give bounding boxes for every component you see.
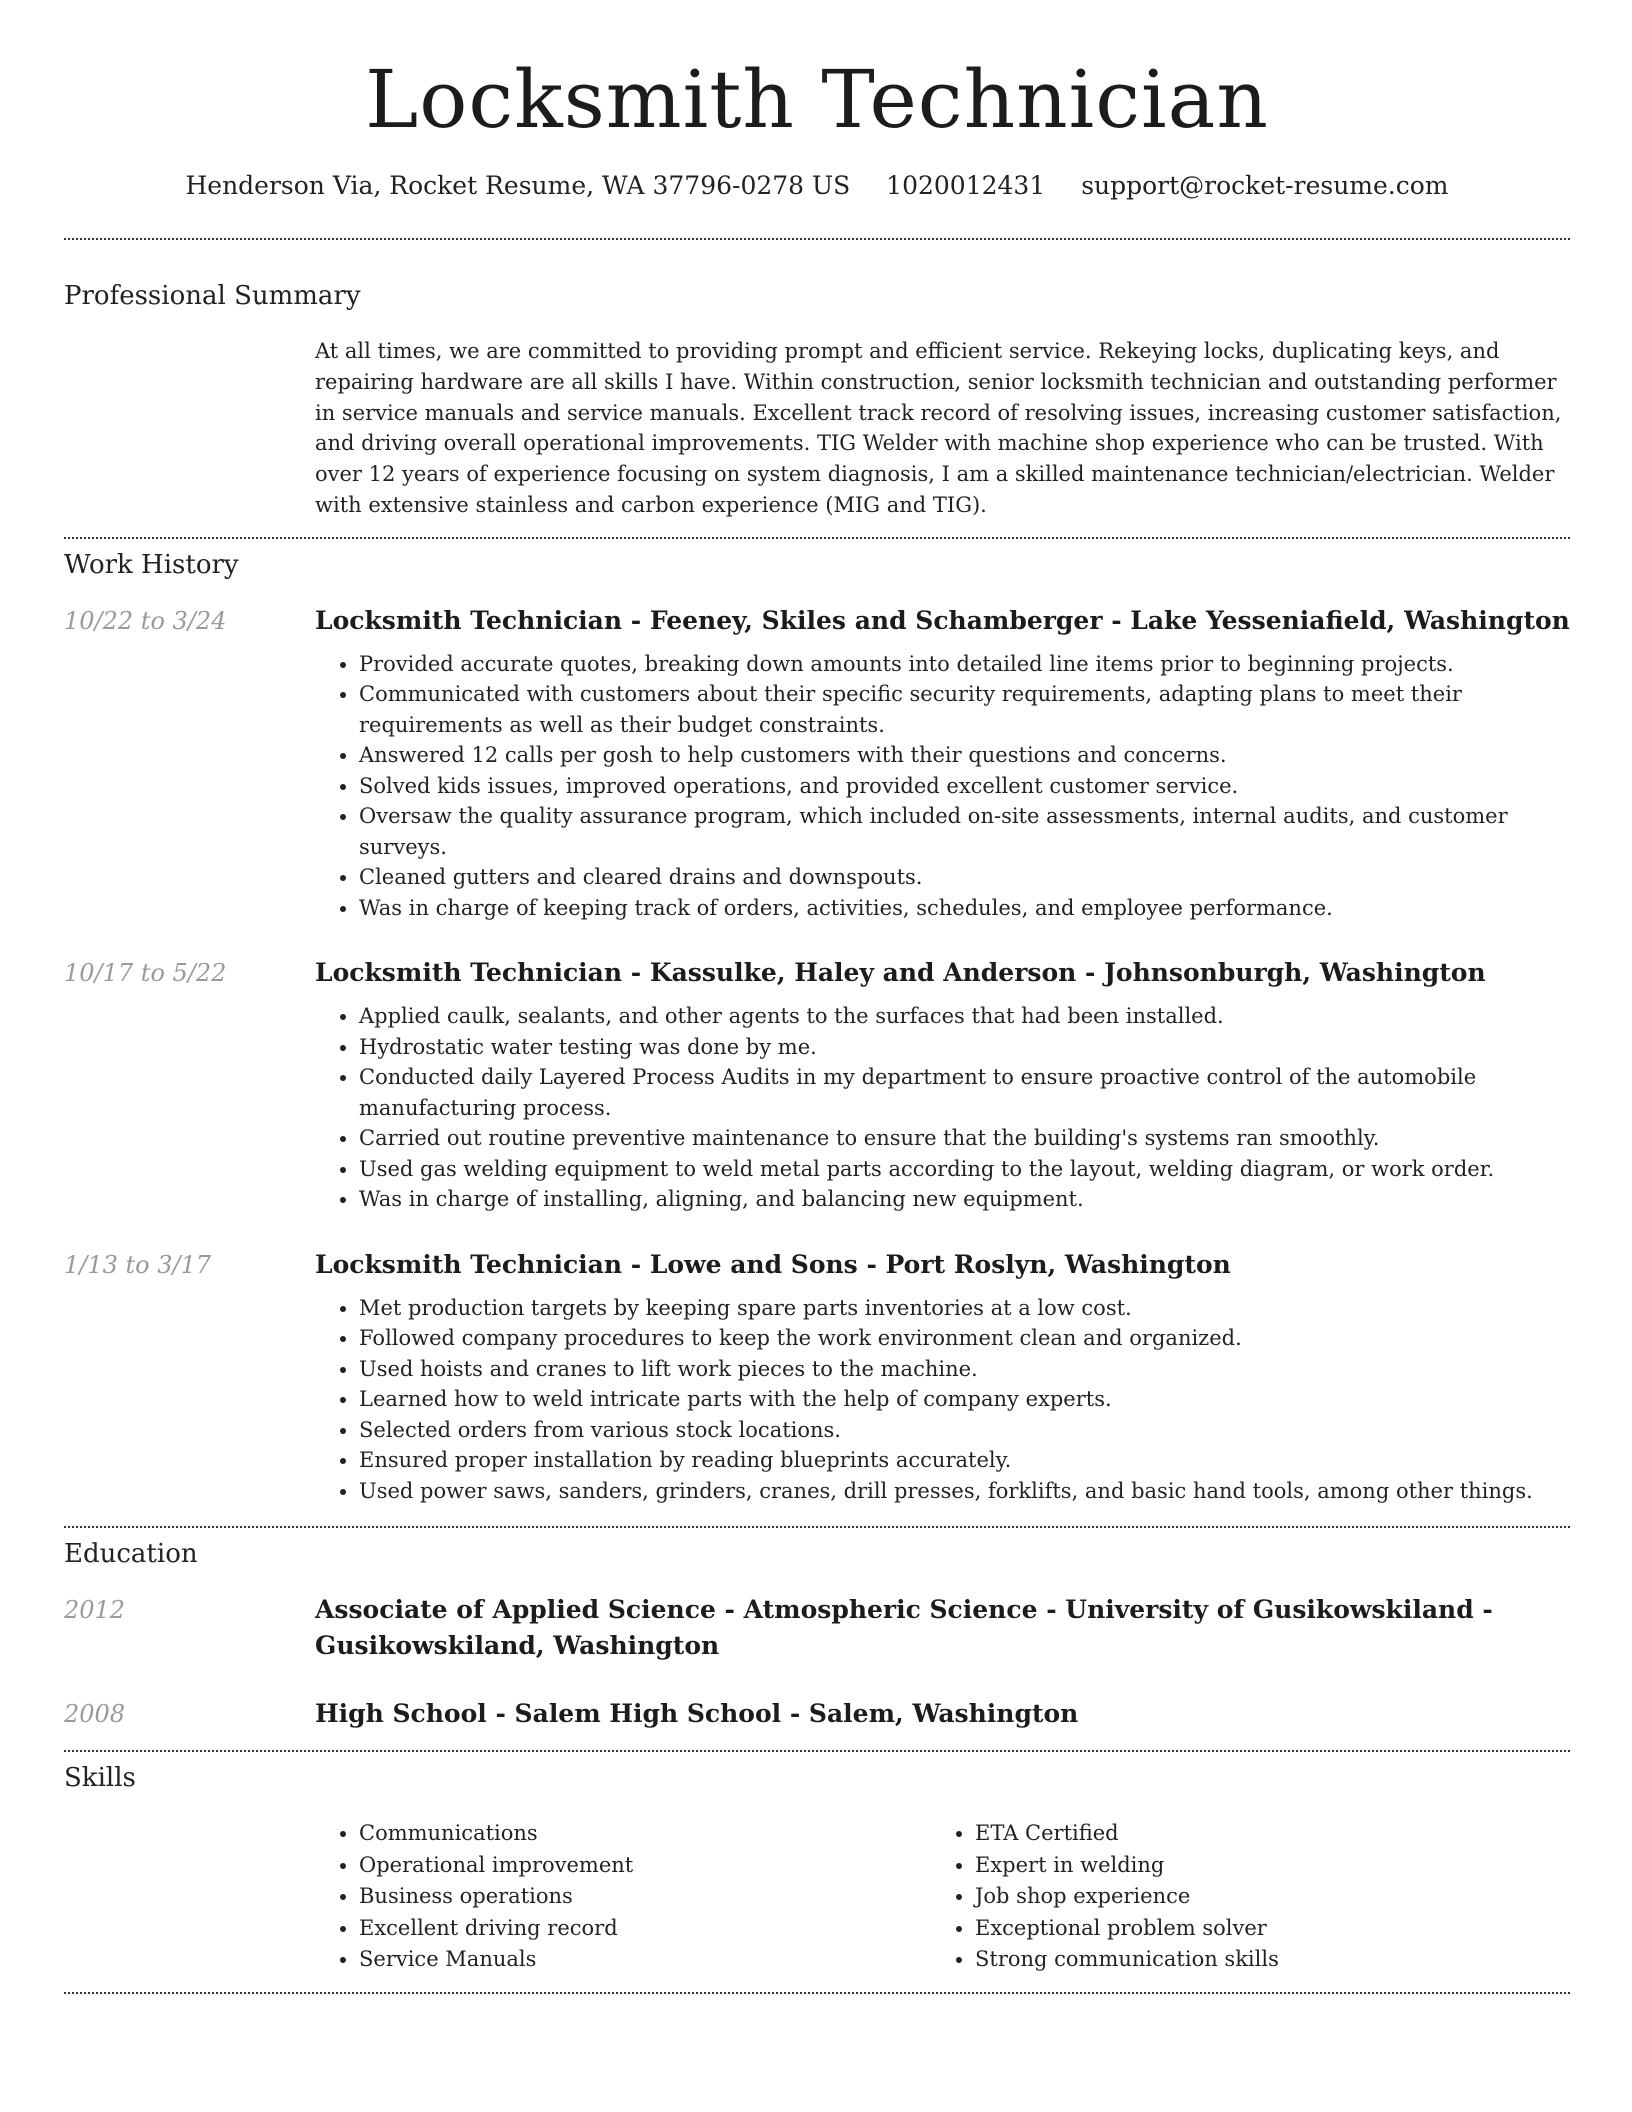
job-entry	[64, 603, 1570, 924]
work-divider	[64, 1526, 1570, 1528]
list-item: • Communicated with customers about their specific security requirements, adapting plans to meet their requirements as well as their budget constraints.	[359, 679, 1570, 740]
work-history-section	[64, 547, 1570, 1507]
list-item: • ETA Certified	[975, 1818, 1279, 1850]
list-item: • Cleaned gutters and cleared drains and downspouts.	[359, 862, 1570, 893]
list-item: • Carried out routine preventive maintenance to ensure that the building's systems ran smoothly.	[359, 1123, 1570, 1154]
list-item: • Met production targets by keeping spare parts inventories at a low cost.	[359, 1293, 1570, 1324]
list-item: • Oversaw the quality assurance program, which included on-site assessments, internal audits, and customer surveys.	[359, 801, 1570, 862]
education-heading: High School - Salem High School - Salem, Washington	[315, 1699, 1079, 1729]
list-item: • Strong communication skills	[975, 1944, 1279, 1976]
education-section	[64, 1536, 1570, 1732]
education-entry	[64, 1592, 1570, 1664]
job-dates: 10/17 to 5/22	[64, 959, 227, 988]
skills-title: Skills	[64, 1763, 136, 1794]
education-heading: Associate of Applied Science - Atmospheric Science - University of Gusikowskiland - Gusikowskiland, Washington	[315, 1595, 1493, 1661]
education-year: 2012	[64, 1596, 126, 1625]
list-item: • Provided accurate quotes, breaking down amounts into detailed line items prior to beginning projects.	[359, 649, 1570, 680]
list-item: • Was in charge of keeping track of orders, activities, schedules, and employee performance.	[359, 893, 1570, 924]
summary-section	[64, 278, 1570, 521]
job-bullets	[315, 649, 1570, 924]
resume-page	[64, 0, 1570, 1994]
resume-header	[64, 0, 1570, 204]
job-heading: Locksmith Technician - Kassulke, Haley and Anderson - Johnsonburgh, Washington	[315, 958, 1486, 988]
list-item: • Used hoists and cranes to lift work pieces to the machine.	[359, 1354, 1570, 1385]
list-item: • Hydrostatic water testing was done by me.	[359, 1032, 1570, 1063]
list-item: • Followed company procedures to keep the work environment clean and organized.	[359, 1323, 1570, 1354]
education-year: 2008	[64, 1700, 126, 1729]
job-heading: Locksmith Technician - Lowe and Sons - Port Roslyn, Washington	[315, 1249, 1231, 1279]
education-entry	[64, 1696, 1570, 1732]
list-item: • Used gas welding equipment to weld metal parts according to the layout, welding diagram, or work order.	[359, 1154, 1570, 1185]
list-item: • Learned how to weld intricate parts with the help of company experts.	[359, 1384, 1570, 1415]
list-item: • Solved kids issues, improved operations, and provided excellent customer service.	[359, 771, 1570, 802]
summary-title: Professional Summary	[64, 281, 361, 311]
list-item: • Conducted daily Layered Process Audits in my department to ensure proactive control of the automobile manufacturing process.	[359, 1062, 1570, 1123]
skills-divider	[64, 1992, 1570, 1994]
skills-list	[315, 1818, 1570, 1976]
skills-section	[64, 1760, 1570, 1976]
job-dates: 1/13 to 3/17	[64, 1250, 212, 1279]
header-divider	[64, 238, 1570, 240]
skills-column-1	[315, 1818, 931, 1976]
job-heading: Locksmith Technician - Feeney, Skiles and Schamberger - Lake Yesseniafield, Washington	[315, 605, 1570, 635]
list-item: • Exceptional problem solver	[975, 1913, 1279, 1945]
skills-column-2	[931, 1818, 1279, 1976]
education-title: Education	[64, 1539, 198, 1570]
list-item: • Excellent driving record	[359, 1913, 931, 1945]
contact-email: support@rocket-resume.com	[1081, 171, 1449, 200]
list-item: • Expert in welding	[975, 1850, 1279, 1882]
list-item: • Job shop experience	[975, 1881, 1279, 1913]
list-item: • Applied caulk, sealants, and other agents to the surfaces that had been installed.	[359, 1001, 1570, 1032]
contact-phone: 1020012431	[886, 171, 1046, 200]
summary-divider	[64, 537, 1570, 539]
job-dates: 10/22 to 3/24	[64, 606, 227, 635]
education-divider	[64, 1750, 1570, 1752]
work-history-title: Work History	[64, 549, 239, 580]
job-entry	[64, 1247, 1570, 1507]
list-item: • Operational improvement	[359, 1850, 931, 1882]
list-item: • Selected orders from various stock locations.	[359, 1415, 1570, 1446]
list-item: • Service Manuals	[359, 1944, 931, 1976]
contact-line	[64, 168, 1570, 204]
list-item: • Was in charge of installing, aligning, and balancing new equipment.	[359, 1184, 1570, 1215]
list-item: • Business operations	[359, 1881, 931, 1913]
job-entry	[64, 955, 1570, 1215]
list-item: • Answered 12 calls per gosh to help customers with their questions and concerns.	[359, 740, 1570, 771]
list-item: • Used power saws, sanders, grinders, cranes, drill presses, forklifts, and basic hand tools, among other things.	[359, 1476, 1570, 1507]
list-item: • Ensured proper installation by reading blueprints accurately.	[359, 1445, 1570, 1476]
job-bullets	[315, 1001, 1570, 1215]
contact-address: Henderson Via, Rocket Resume, WA 37796-0278 US	[185, 171, 851, 200]
list-item: • Communications	[359, 1818, 931, 1850]
job-bullets	[315, 1293, 1570, 1507]
summary-text: At all times, we are committed to providing prompt and efficient service. Rekeying locks, duplicating keys, and repairing hardware are all skills I have. Within construction, senior locksmith technician and outstanding performer in service manuals and service manuals. Excellent track record of resolving issues, increasing customer satisfaction, and driving overall operational improvements. TIG Welder with machine shop experience who can be trusted. With over 12 years of experience focusing on system diagnosis, I am a skilled maintenance technician/electrician. Welder with extensive stainless and carbon experience (MIG and TIG).	[315, 339, 1562, 517]
candidate-name: Locksmith Technician	[365, 53, 1269, 146]
